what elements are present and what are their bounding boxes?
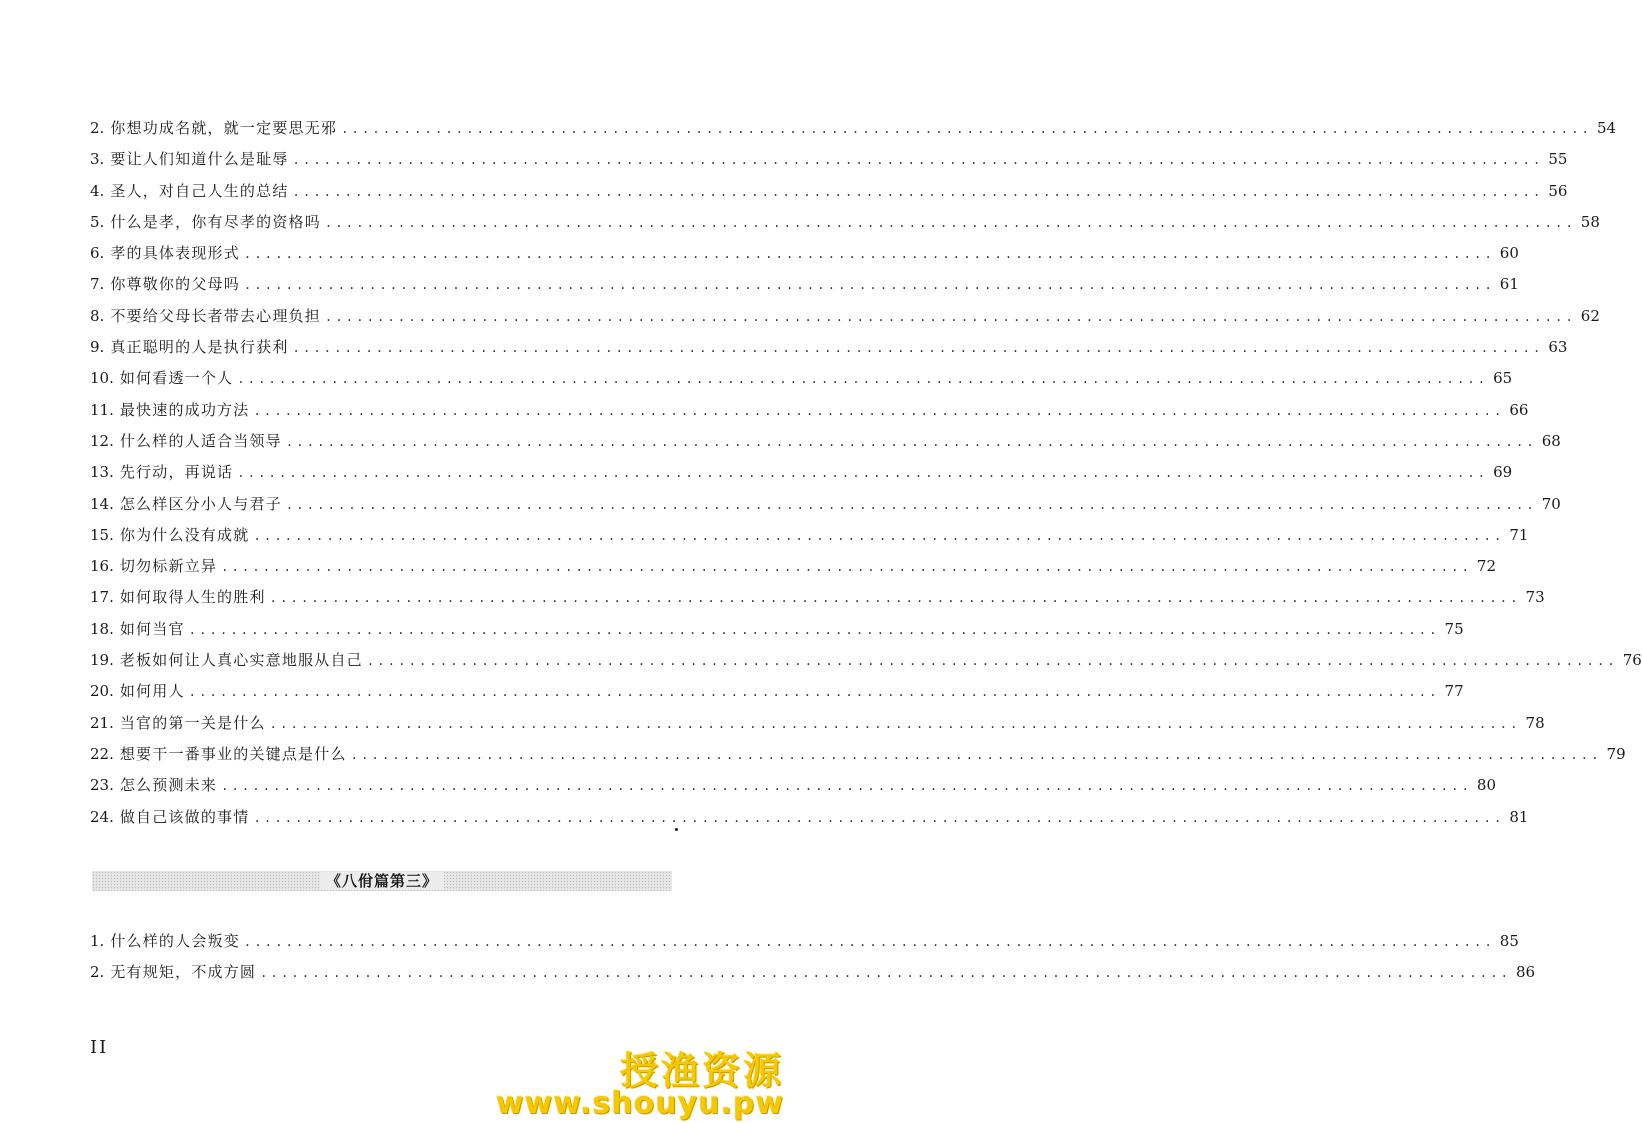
toc-entry-number: 22.	[90, 744, 114, 763]
toc-entry[interactable]	[90, 520, 1529, 551]
toc-entry-title: 你尊敬你的父母吗	[110, 275, 240, 294]
toc-entry-page: 66	[1509, 400, 1529, 419]
section-title-text: 《八佾篇第三》	[320, 872, 444, 890]
toc-entry-title: 老板如何让人真心实意地服从自己	[119, 651, 363, 670]
toc-entry[interactable]	[90, 363, 1513, 394]
toc-entry-page: 73	[1525, 588, 1545, 607]
toc-entry-page: 65	[1493, 369, 1513, 388]
toc-entry-number: 21.	[90, 713, 114, 732]
toc-entry-title: 最快速的成功方法	[119, 400, 250, 419]
toc-entry-title: 孝的具体表现形式	[110, 244, 240, 263]
toc-entry-number: 8.	[90, 306, 105, 325]
dot-leader: ........................................................................................................................	[366, 654, 1618, 669]
toc-entry-page: 62	[1580, 306, 1600, 325]
toc-list-bayi-ch3	[90, 926, 1536, 989]
toc-entry[interactable]	[90, 614, 1464, 645]
toc-entry-title: 怎么样区分小人与君子	[119, 494, 282, 513]
toc-entry[interactable]	[90, 207, 1600, 238]
toc-entry-page: 77	[1444, 682, 1464, 701]
toc-entry-number: 9.	[90, 338, 105, 357]
toc-entry-number: 10.	[90, 369, 114, 388]
dot-leader: ........................................................................................................................	[221, 779, 1473, 794]
toc-entry-page: 58	[1580, 212, 1600, 231]
dot-leader: ........................................................................................................................	[253, 403, 1505, 418]
dot-leader: ........................................................................................................................	[292, 153, 1544, 168]
toc-entry[interactable]	[90, 489, 1561, 520]
toc-entry-number: 12.	[90, 431, 114, 450]
toc-entry[interactable]	[90, 144, 1568, 175]
toc-entry[interactable]	[90, 926, 1519, 957]
dot-leader: ........................................................................................................................	[324, 309, 1576, 324]
toc-entry-number: 11.	[90, 400, 114, 419]
dot-leader: ........................................................................................................................	[260, 966, 1512, 981]
toc-entry[interactable]	[90, 301, 1600, 332]
toc-entry-number: 2.	[90, 963, 105, 982]
toc-entry-page: 75	[1444, 619, 1464, 638]
dot-leader: ........................................................................................................................	[341, 122, 1593, 136]
toc-entry-title: 什么样的人适合当领导	[119, 431, 282, 450]
toc-entry-page: 80	[1476, 776, 1497, 795]
toc-entry-number: 6.	[90, 244, 105, 263]
toc-entry-page: 85	[1499, 932, 1519, 950]
toc-entry-number: 14.	[90, 494, 114, 513]
watermark-url: www.shouyu.pw	[495, 1086, 784, 1121]
dot-leader: ........................................................................................................................	[285, 497, 1537, 512]
toc-entry-page: 61	[1499, 275, 1519, 294]
dot-leader: ........................................................................................................................	[243, 247, 1495, 262]
toc-entry-title: 圣人，对自己人生的总结	[110, 181, 289, 200]
toc-entry-page: 78	[1525, 713, 1545, 732]
toc-entry-number: 5.	[90, 212, 105, 231]
toc-entry[interactable]	[90, 957, 1536, 988]
toc-entry[interactable]	[90, 395, 1529, 426]
toc-entry-number: 24.	[90, 807, 114, 826]
dot-leader: ........................................................................................................................	[324, 215, 1576, 230]
toc-entry-number: 17.	[90, 588, 114, 607]
toc-entry[interactable]	[90, 802, 1529, 833]
toc-entry[interactable]	[90, 238, 1519, 269]
dot-leader: ........................................................................................................................	[269, 716, 1521, 731]
toc-entry[interactable]	[90, 176, 1568, 207]
stray-mark	[675, 828, 678, 831]
toc-entry-title: 怎么预测未来	[119, 776, 218, 795]
toc-list-analects-ch2	[90, 113, 1642, 833]
toc-entry-title: 你想功成名就，就一定要思无邪	[110, 119, 338, 137]
toc-entry-page: 69	[1493, 463, 1513, 482]
toc-entry-page: 55	[1548, 150, 1568, 169]
toc-entry-number: 3.	[90, 150, 105, 169]
dot-leader: ........................................................................................................................	[237, 466, 1489, 481]
toc-entry-title: 要让人们知道什么是耻辱	[110, 150, 289, 169]
toc-entry-page: 72	[1476, 557, 1497, 576]
toc-entry[interactable]	[90, 770, 1497, 801]
toc-entry[interactable]	[90, 269, 1519, 300]
toc-entry-page: 54	[1596, 119, 1617, 137]
toc-entry-number: 20.	[90, 682, 114, 701]
toc-entry-page: 63	[1548, 338, 1568, 357]
dot-leader: ........................................................................................................................	[243, 935, 1495, 949]
toc-entry[interactable]	[90, 676, 1464, 707]
toc-entry[interactable]	[90, 113, 1617, 144]
dot-leader: ........................................................................................................................	[188, 622, 1440, 637]
toc-entry-number: 1.	[90, 932, 105, 950]
toc-entry[interactable]	[90, 739, 1626, 770]
toc-entry-title: 如何看透一个人	[119, 369, 234, 388]
toc-entry-page: 68	[1541, 431, 1561, 450]
toc-entry-title: 做自己该做的事情	[119, 807, 250, 826]
dot-leader: ........................................................................................................................	[253, 528, 1505, 543]
toc-entry-page: 81	[1509, 807, 1529, 826]
toc-entry[interactable]	[90, 457, 1513, 488]
dot-leader: ........................................................................................................................	[237, 372, 1489, 387]
toc-entry-page: 70	[1541, 494, 1561, 513]
dot-leader: ........................................................................................................................	[188, 685, 1440, 700]
dot-leader: ........................................................................................................................	[221, 560, 1473, 575]
toc-entry[interactable]	[90, 332, 1568, 363]
toc-entry[interactable]	[90, 582, 1545, 613]
section-header-band	[92, 871, 672, 891]
toc-entry-number: 7.	[90, 275, 105, 294]
toc-entry-number: 13.	[90, 463, 114, 482]
page-number: II	[90, 1037, 109, 1058]
toc-entry[interactable]	[90, 426, 1561, 457]
toc-entry[interactable]	[90, 645, 1642, 676]
dot-leader: ........................................................................................................................	[350, 747, 1602, 762]
toc-entry-page: 76	[1622, 651, 1642, 670]
toc-entry-title: 想要干一番事业的关键点是什么	[119, 744, 347, 763]
toc-entry-number: 19.	[90, 651, 114, 670]
toc-entry-title: 什么样的人会叛变	[110, 932, 240, 950]
toc-entry-title: 你为什么没有成就	[119, 525, 250, 544]
toc-entry-page: 56	[1548, 181, 1568, 200]
dot-leader: ........................................................................................................................	[243, 278, 1495, 293]
toc-entry-number: 18.	[90, 619, 114, 638]
toc-entry-title: 先行动，再说话	[119, 463, 234, 482]
toc-entry-title: 如何当官	[119, 619, 185, 638]
dot-leader: ........................................................................................................................	[292, 184, 1544, 199]
toc-entry-page: 60	[1499, 244, 1519, 263]
dot-leader: ........................................................................................................................	[292, 341, 1544, 356]
toc-entry-number: 4.	[90, 181, 105, 200]
dot-leader: ........................................................................................................................	[253, 810, 1505, 825]
toc-entry-page: 86	[1515, 963, 1536, 982]
toc-entry[interactable]	[90, 551, 1497, 582]
toc-entry-number: 15.	[90, 525, 114, 544]
toc-entry[interactable]	[90, 708, 1545, 739]
toc-entry-title: 如何用人	[119, 682, 185, 701]
dot-leader: ........................................................................................................................	[285, 434, 1537, 449]
toc-entry-title: 无有规矩，不成方圆	[110, 963, 257, 982]
toc-entry-page: 71	[1509, 525, 1529, 544]
toc-entry-number: 16.	[90, 557, 114, 576]
toc-entry-page: 79	[1606, 744, 1626, 763]
watermark-cn: 授渔资源	[619, 1049, 784, 1093]
toc-entry-title: 真正聪明的人是执行获利	[110, 338, 289, 357]
dot-leader: ........................................................................................................................	[269, 591, 1521, 606]
toc-entry-title: 切勿标新立异	[119, 557, 218, 576]
toc-entry-number: 23.	[90, 776, 114, 795]
toc-entry-title: 如何取得人生的胜利	[119, 588, 266, 607]
section-title	[92, 871, 672, 891]
toc-entry-title: 不要给父母长者带去心理负担	[110, 306, 321, 325]
toc-entry-title: 什么是孝，你有尽孝的资格吗	[110, 212, 321, 231]
toc-entry-title: 当官的第一关是什么	[119, 713, 266, 732]
toc-entry-number: 2.	[90, 119, 105, 137]
